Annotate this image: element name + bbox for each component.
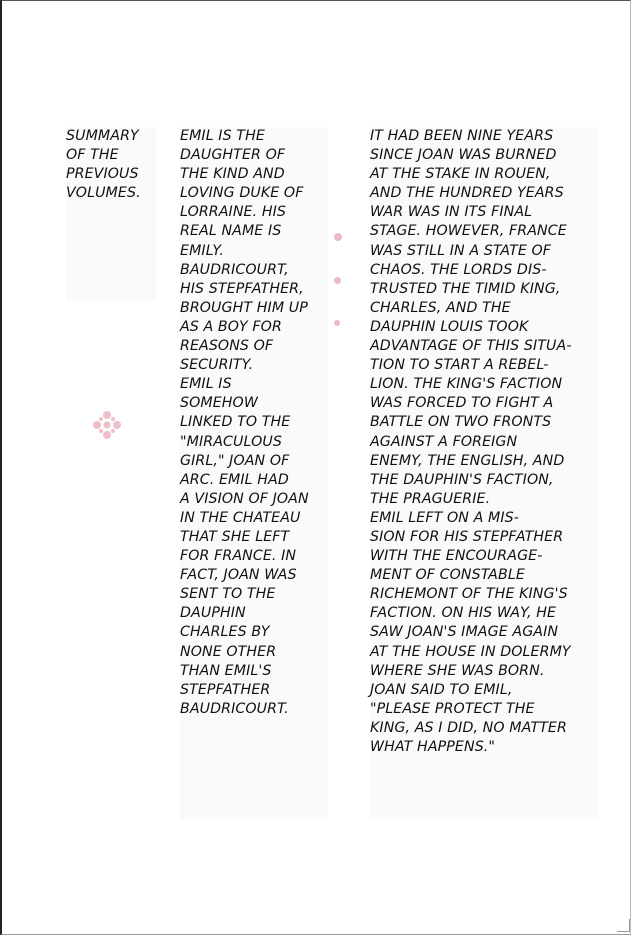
summary-heading: SUMMARY OF THE PREVIOUS VOLUMES. xyxy=(66,127,156,301)
corner-mark xyxy=(617,919,630,932)
summary-column-middle: EMIL IS THE DAUGHTER OF THE KIND AND LOVING DUKE OF LORRAINE. HIS REAL NAME IS EMILY. BAUDRICOURT, HIS STEPFATHER, BROUGHT HIM UP AS A BOY FOR REASONS OF SECURITY. EMIL IS SOMEHOW LINKED TO THE "MIRACULOUS GIRL," JOAN OF ARC. EMIL HAD A VISION OF JOAN IN THE CHATEAU THAT SHE LEFT FOR FRANCE. IN FACT, JOAN WAS SENT TO THE DAUPHIN CHARLES BY NONE OTHER THAN EMIL'S STEPFATHER BAUDRICOURT. xyxy=(180,127,328,819)
summary-column-right: IT HAD BEEN NINE YEARS SINCE JOAN WAS BURNED AT THE STAKE IN ROUEN, AND THE HUNDRED YEARS WAR WAS IN ITS FINAL STAGE. HOWEVER, FRANCE WAS STILL IN A STATE OF CHAOS. THE LORDS DIS- TRUSTED THE TIMID KING, CHARLES, AND THE DAUPHIN LOUIS TOOK ADVANTAGE OF THIS SITUA- TION TO START A REBEL- LION. THE KING'S FACTION WAS FORCED TO FIGHT A BATTLE ON TWO FRONTS AGAINST A FOREIGN ENEMY, THE ENGLISH, AND THE DAUPHIN'S FACTION, THE PRAGUERIE. EMIL LEFT ON A MIS- SION FOR HIS STEPFATHER WITH THE ENCOURAGE- MENT OF CONSTABLE RICHEMONT OF THE KING'S FACTION. ON HIS WAY, HE SAW JOAN'S IMAGE AGAIN AT THE HOUSE IN DOLERMY WHERE SHE WAS BORN. JOAN SAID TO EMIL, "PLEASE PROTECT THE KING, AS I DID, NO MATTER WHAT HAPPENS." xyxy=(370,127,598,819)
flower-ornament-icon xyxy=(90,408,124,442)
ornament-dot xyxy=(334,320,340,326)
ornament-dot xyxy=(334,277,341,284)
ornament-dot xyxy=(334,233,342,241)
